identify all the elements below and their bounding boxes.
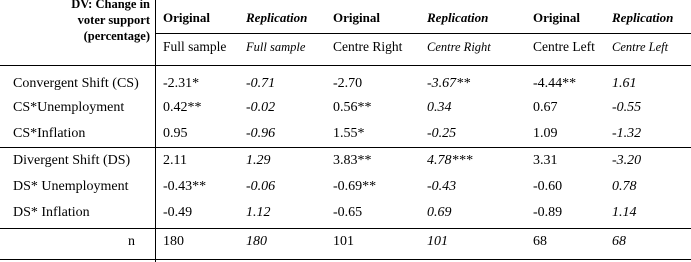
subheader-full-sample: Full sample	[163, 39, 227, 54]
cell-csi-orig-right: 1.55*	[333, 126, 365, 141]
row-label-cs-inflation: CS*Inflation	[13, 126, 86, 141]
cell-n-orig-right: 101	[333, 234, 354, 249]
row-label-cs: Convergent Shift (CS)	[13, 76, 139, 91]
bottom-rule	[0, 259, 691, 260]
cell-dsu-orig-full: -0.43**	[163, 179, 207, 194]
cell-cs-orig-full: -2.31*	[163, 76, 200, 91]
body-top-rule	[0, 65, 691, 66]
mid-rule	[0, 147, 691, 148]
col-header-replication-left: Replication	[612, 10, 674, 25]
cell-dsi-rep-left: 1.14	[612, 205, 637, 220]
cell-csu-rep-left: -0.55	[612, 100, 642, 115]
cell-n-orig-full: 180	[163, 234, 184, 249]
col-header-replication-full: Replication	[246, 10, 308, 25]
cell-cs-rep-full: -0.71	[246, 76, 276, 91]
cell-dsu-rep-full: -0.06	[246, 179, 276, 194]
subheader-full-sample-rep: Full sample	[246, 40, 306, 54]
cell-ds-orig-full: 2.11	[163, 153, 187, 168]
cell-ds-orig-right: 3.83**	[333, 153, 372, 168]
col-header-replication-right: Replication	[427, 10, 489, 25]
row-label-n: n	[128, 234, 135, 249]
cell-csu-orig-full: 0.42**	[163, 100, 202, 115]
cell-ds-rep-left: -3.20	[612, 153, 642, 168]
cell-dsu-orig-right: -0.69**	[333, 179, 377, 194]
cell-ds-rep-right: 4.78***	[427, 153, 473, 168]
cell-csu-rep-full: -0.02	[246, 100, 276, 115]
row-label-ds-unemployment: DS* Unemployment	[13, 179, 129, 194]
cell-dsi-rep-full: 1.12	[246, 205, 271, 220]
row-label-cs-unemployment: CS*Unemployment	[13, 100, 125, 115]
cell-csi-rep-left: -1.32	[612, 126, 642, 141]
cell-cs-rep-right: -3.67**	[427, 76, 471, 91]
dv-label-line3: (percentage)	[83, 29, 150, 43]
cell-csi-orig-left: 1.09	[533, 126, 558, 141]
cell-dsi-rep-right: 0.69	[427, 205, 452, 220]
row-label-ds: Divergent Shift (DS)	[13, 153, 131, 168]
dv-label-line1: DV: Change in	[71, 0, 150, 11]
cell-cs-rep-left: 1.61	[612, 76, 637, 91]
cell-ds-orig-left: 3.31	[533, 153, 558, 168]
cell-dsi-orig-right: -0.65	[333, 205, 363, 220]
subheader-centre-right-rep: Centre Right	[427, 40, 491, 54]
cell-cs-orig-right: -2.70	[333, 76, 363, 91]
cell-dsu-orig-left: -0.60	[533, 179, 563, 194]
cell-csu-orig-right: 0.56**	[333, 100, 372, 115]
subheader-centre-right: Centre Right	[333, 39, 403, 54]
col-header-original-left: Original	[533, 10, 580, 25]
n-top-rule	[0, 228, 691, 229]
cell-ds-rep-full: 1.29	[246, 153, 271, 168]
cell-cs-orig-left: -4.44**	[533, 76, 577, 91]
cell-dsu-rep-left: 0.78	[612, 179, 637, 194]
dv-label	[20, 0, 150, 44]
col-header-original-right: Original	[333, 10, 380, 25]
cell-csu-rep-right: 0.34	[427, 100, 452, 115]
subheader-centre-left: Centre Left	[533, 39, 595, 54]
cell-csu-orig-left: 0.67	[533, 100, 558, 115]
subheader-centre-left-rep: Centre Left	[612, 40, 669, 54]
cell-n-orig-left: 68	[533, 234, 547, 249]
cell-csi-rep-right: -0.25	[427, 126, 457, 141]
cell-n-rep-left: 68	[612, 234, 626, 249]
cell-n-rep-full: 180	[246, 234, 267, 249]
dv-label-line2: voter support	[77, 13, 150, 27]
cell-dsi-orig-full: -0.49	[163, 205, 193, 220]
cell-csi-orig-full: 0.95	[163, 126, 188, 141]
cell-dsu-rep-right: -0.43	[427, 179, 457, 194]
col-header-original-full: Original	[163, 10, 210, 25]
cell-dsi-orig-left: -0.89	[533, 205, 563, 220]
cell-csi-rep-full: -0.96	[246, 126, 276, 141]
label-separator	[155, 0, 156, 262]
header-rule	[155, 33, 691, 34]
cell-n-rep-right: 101	[427, 234, 448, 249]
row-label-ds-inflation: DS* Inflation	[13, 205, 90, 220]
